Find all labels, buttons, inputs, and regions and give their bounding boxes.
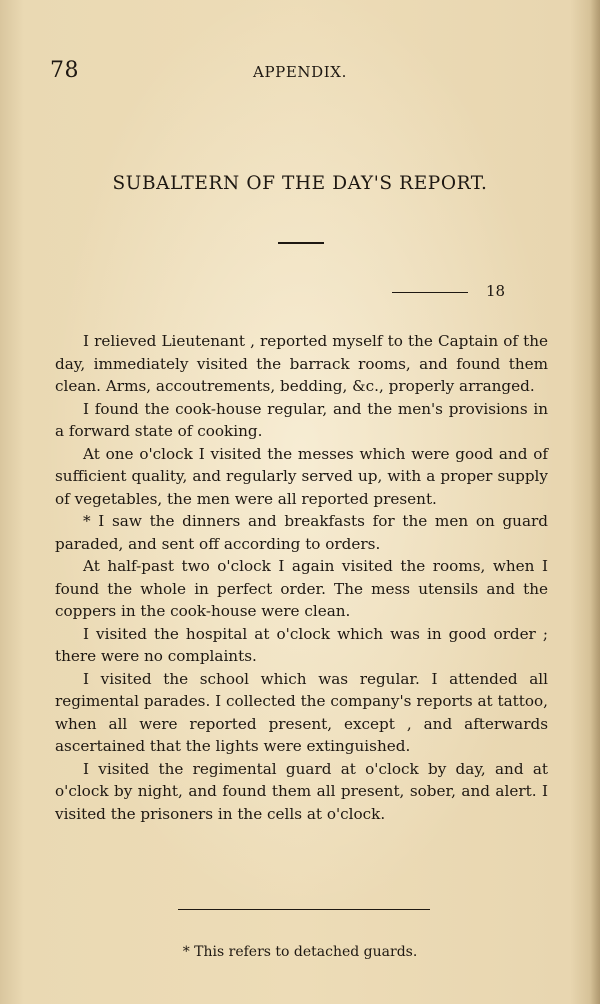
report-body: [55, 330, 548, 825]
paragraph-guard-dinners: * I saw the dinners and breakfasts for the men on guard paraded, and sent off according to orders.: [55, 512, 548, 553]
title-rule: [278, 242, 324, 244]
report-title: SUBALTERN OF THE DAY'S REPORT.: [112, 173, 488, 194]
paragraph-relieved: I relieved Lieutenant , reported myself to the Captain of the day, immediately visited the barrack rooms, and found them clean. Arms, accoutrements, bedding, &c., properly arranged.: [55, 332, 548, 395]
paragraph-guard: I visited the regimental guard at o'clock by day, and at o'clock by night, and found them all present, sober, and alert. I visited the prisoners in the cells at o'clock.: [55, 759, 548, 823]
paragraph-cook-house: I found the cook-house regular, and the men's provisions in a forward state of cooking.: [55, 399, 548, 440]
paragraph-school: I visited the school which was regular. I attended all regimental parades. I collected the company's reports at tattoo, when all were reported present, except , and afterwards ascertained that the lights were extinguished.: [55, 669, 548, 755]
paragraph-hospital: I visited the hospital at o'clock which was in good order ; there were no complaints.: [55, 624, 548, 665]
date-suffix: 18: [486, 282, 506, 300]
paragraph-rooms: At half-past two o'clock I again visited the rooms, when I found the whole in perfect order. The mess utensils and the coppers in the cook-house were clean.: [55, 557, 548, 620]
date-blank-rule: [392, 292, 468, 293]
page-number: 78: [50, 58, 79, 83]
date-line: [392, 282, 505, 300]
paragraph-messes: At one o'clock I visited the messes which were good and of sufficient quality, and regularly served up, with a proper supply of vegetables, the men were all reported present.: [55, 444, 548, 508]
page-edge-shadow: [590, 0, 600, 1004]
running-title: APPENDIX.: [253, 63, 347, 81]
footnote: * This refers to detached guards.: [182, 944, 418, 960]
footnote-rule: [178, 909, 430, 910]
